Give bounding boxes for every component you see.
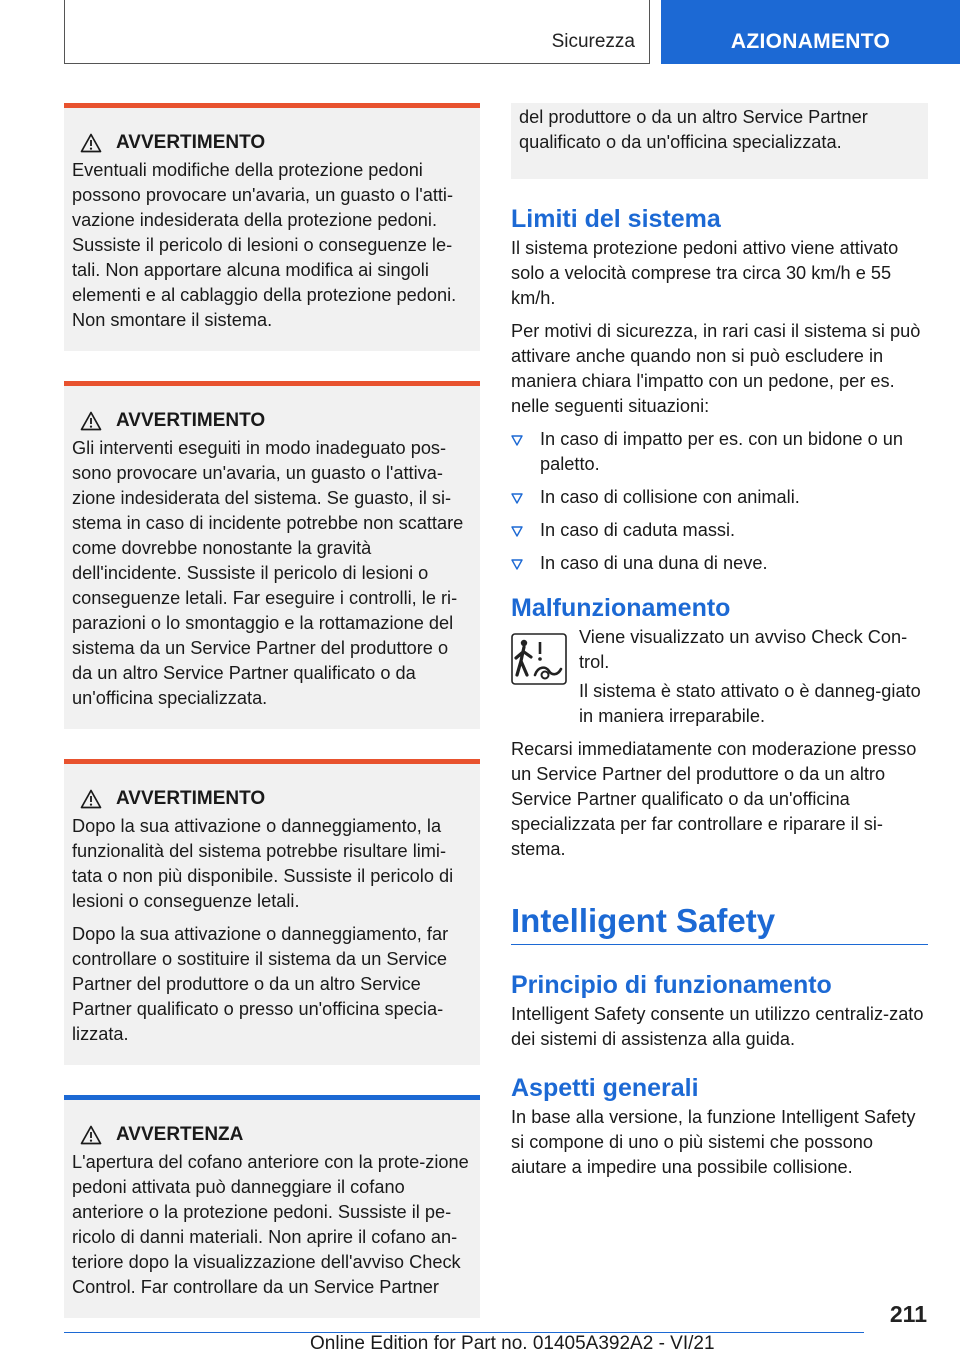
footer-edition: Online Edition for Part no. 01405A392A2 - VI/21 (310, 1333, 715, 1354)
notice-continuation-text: del produttore o da un altro Service Partner qualificato o da un'officina specializzata. (519, 107, 868, 152)
warning-text: Dopo la sua attivazione o danneggiamento, la funzionalità del sistema potrebbe risultare limi-tata o non più disponibile. Sussiste il pericolo di lesioni o conseguenze letali. (72, 816, 454, 911)
warning-triangle-icon (80, 1125, 102, 1145)
warning-box (64, 381, 480, 729)
list-item (511, 551, 928, 576)
section-heading-limits: Limiti del sistema (511, 205, 721, 233)
warning-text: Eventuali modifiche della protezione pedoni possono provocare un'avaria, un guasto o l'atti-vazione indesiderata della protezione pedoni. Sussiste il pericolo di lesioni o conseguenze le-tali. Non apportare alcuna modifica ai singoli elementi e al cablaggio della protezione pedoni. Non smontare il sistema. (72, 160, 457, 330)
warning-title (80, 788, 472, 810)
warning-text: Gli interventi eseguiti in modo inadeguato pos-sono provocare un'avaria, un guasto o l'attiva-zione indesiderata del sistema. Se guasto, il si-stema in caso di incidente potrebbe non scattare come dovrebbe nonostante la gravità dell'incidente. Sussiste il pericolo di lesioni o conseguenze letali. Far eseguire i controlli, le ri-parazioni o lo smontaggio e la rottamazione del sistema da un Service Partner del produttore o da un altro Service Partner qualificato o da un'officina specializzata. (72, 438, 464, 708)
left-column (64, 103, 480, 1318)
notice-text: L'apertura del cofano anteriore con la prote-zione pedoni attivata può danneggiare il cofano anteriore o la protezione pedoni. Sussiste il pe-ricolo di danni materiali. Non aprire il cofano an-teriore dopo la visualizzazione dell'avviso Check Control. Far controllare da un Service Partner (72, 1152, 469, 1297)
list-item (511, 485, 928, 510)
notice-box (64, 1095, 480, 1318)
warning-title-text: AVVERTIMENTO (116, 132, 266, 153)
list-item-text: In caso di impatto per es. con un bidone o un paletto. (540, 429, 903, 474)
chapter-heading-intelligent-safety: Intelligent Safety (511, 902, 928, 945)
warning-triangle-icon (80, 133, 102, 153)
triangle-bullet-icon (511, 559, 523, 570)
section-heading-principle: Principio di funzionamento (511, 971, 832, 999)
list-item-text: In caso di una duna di neve. (540, 553, 768, 573)
warning-title-text: AVVERTIMENTO (116, 410, 266, 431)
notice-continuation-box (511, 103, 928, 179)
paragraph (579, 679, 928, 729)
triangle-bullet-icon (511, 435, 523, 446)
page-number: 211 (889, 1301, 927, 1327)
header-chapter-label: AZIONAMENTO (730, 30, 891, 53)
section-heading-malfunction: Malfunzionamento (511, 594, 731, 622)
notice-title (80, 1124, 472, 1146)
malfunction-block (511, 625, 928, 729)
warning-title (80, 132, 472, 154)
warning-box (64, 759, 480, 1065)
section-heading-general: Aspetti generali (511, 1074, 699, 1102)
right-column (511, 103, 928, 1188)
paragraph: Recarsi immediatamente con moderazione presso un Service Partner del produttore o da un altro Service Partner qualificato o da un'officina specializzata per far controllare e riparare il si-stema. (511, 739, 917, 859)
paragraph: In base alla versione, la funzione Intelligent Safety si compone di uno o più sistemi che possono aiutare a impedire una possibile collisione. (511, 1107, 916, 1177)
warning-text: Dopo la sua attivazione o danneggiamento, far controllare o sostituire il sistema da un Service Partner del produttore o da un altro Service Partner qualificato o presso un'officina specia-lizzata. (72, 924, 449, 1044)
paragraph: Intelligent Safety consente un utilizzo centraliz-zato dei sistemi di assistenza alla guida. (511, 1004, 924, 1049)
warning-triangle-icon (80, 789, 102, 809)
paragraph: Il sistema protezione pedoni attivo viene attivato solo a velocità comprese tra circa 30 km/h e 55 km/h. (511, 238, 899, 308)
situation-list (511, 427, 928, 576)
warning-triangle-icon (80, 411, 102, 431)
list-item (511, 518, 928, 543)
list-item-text: In caso di collisione con animali. (540, 487, 800, 507)
warning-title (80, 410, 472, 432)
warning-title-text: AVVERTIMENTO (116, 788, 266, 809)
list-item (511, 427, 928, 477)
header-section-label: Sicurezza (551, 31, 635, 52)
list-item-text: In caso di caduta massi. (540, 520, 736, 540)
warning-box (64, 103, 480, 351)
malfunction-text: Il sistema è stato attivato o è danneg-giato in maniera irreparabile. (579, 681, 921, 726)
pedestrian-protection-warning-icon (511, 633, 567, 685)
triangle-bullet-icon (511, 493, 523, 504)
notice-title-text: AVVERTENZA (116, 1124, 244, 1145)
header-chapter-tab (661, 0, 960, 64)
paragraph: Per motivi di sicurezza, in rari casi il sistema si può attivare anche quando non si può escludere in maniera chiara l'impatto con un pedone, per es. nelle seguenti situazioni: (511, 321, 921, 416)
header-section-tab (64, 0, 650, 64)
triangle-bullet-icon (511, 526, 523, 537)
paragraph: Viene visualizzato un avviso Check Con-trol. (579, 627, 908, 672)
